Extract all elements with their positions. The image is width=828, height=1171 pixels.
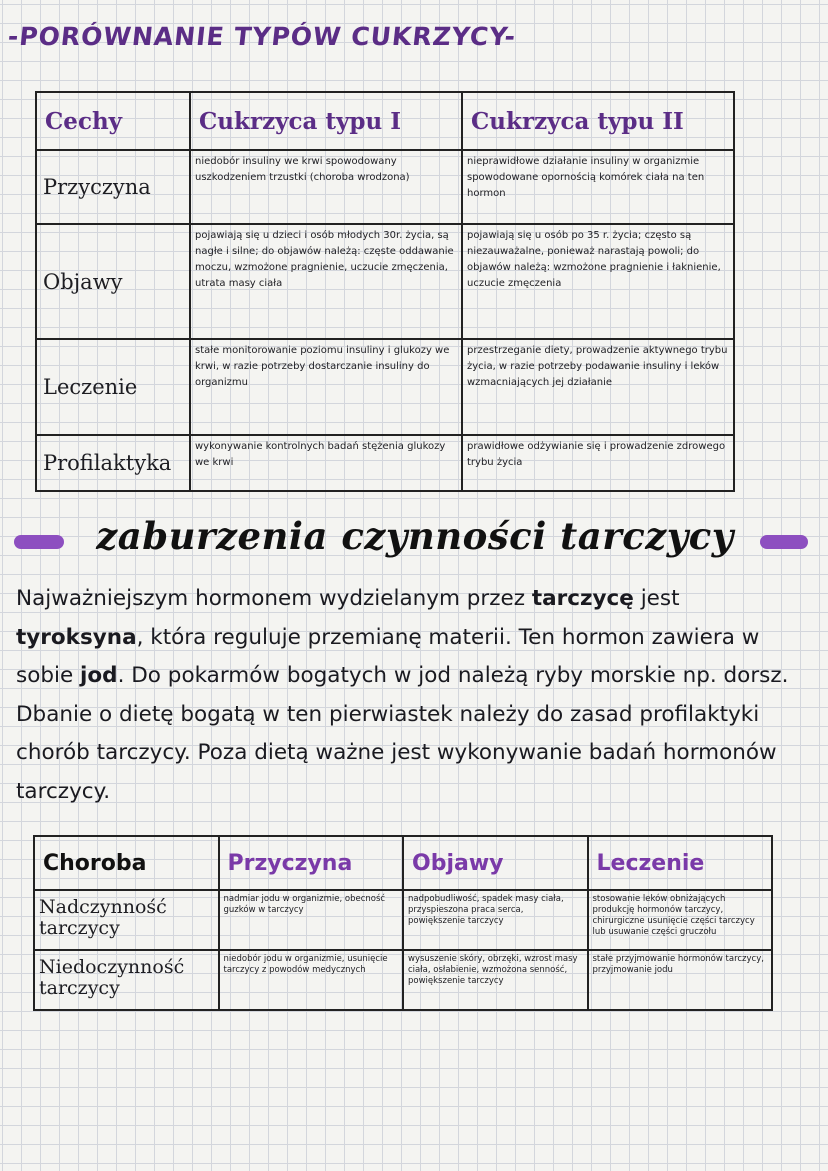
table-row (36, 150, 734, 224)
table-header-row (36, 92, 734, 150)
table-row (34, 890, 772, 950)
table-cell: niedobór insuliny we krwi spowodowany uszkodzeniem trzustki (choroba wrodzona) (190, 150, 462, 224)
row-label: Leczenie (36, 339, 190, 435)
keyword: jod (80, 663, 118, 688)
table-cell: nieprawidłowe działanie insuliny w organizmie spowodowane opornością komórek ciała na ten hormon (462, 150, 734, 224)
highlighter-bar (14, 535, 64, 549)
diabetes-comparison-table (35, 91, 735, 492)
column-header: Cukrzyca typu II (462, 92, 734, 150)
section-heading (0, 510, 828, 570)
row-label: Nadczynność tarczycy (34, 890, 219, 950)
table-cell: stałe przyjmowanie hormonów tarczycy, przyjmowanie jodu (588, 950, 773, 1010)
thyroid-paragraph (16, 580, 806, 811)
table-row (36, 224, 734, 339)
table-cell: stałe monitorowanie poziomu insuliny i glukozy we krwi, w razie potrzeby dostarczanie insuliny do organizmu (190, 339, 462, 435)
paragraph-text: , która reguluje przemianę materii. Ten hormon zawiera w sobie (16, 624, 760, 688)
section-title: zaburzenia czynności tarczycy (96, 514, 734, 558)
table-row (34, 950, 772, 1010)
row-label: Objawy (36, 224, 190, 339)
thyroid-disease-table (33, 835, 773, 1011)
table-cell: przestrzeganie diety, prowadzenie aktywnego trybu życia, w razie potrzeby podawanie insuliny i leków wzmacniających jej działanie (462, 339, 734, 435)
paragraph-text: jest (633, 586, 680, 611)
row-label: Niedoczynność tarczycy (34, 950, 219, 1010)
column-header: Przyczyna (219, 836, 404, 890)
table-cell: nadpobudliwość, spadek masy ciała, przyspieszona praca serca, powiększenie tarczycy (403, 890, 588, 950)
table-cell: niedobór jodu w organizmie, usunięcie tarczycy z powodów medycznych (219, 950, 404, 1010)
paragraph-text: Najważniejszym hormonem wydzielanym przez (16, 586, 532, 611)
column-header: Cukrzyca typu I (190, 92, 462, 150)
table-cell: wysuszenie skóry, obrzęki, wzrost masy ciała, osłabienie, wzmożona senność, powiększenie tarczycy (403, 950, 588, 1010)
column-header: Objawy (403, 836, 588, 890)
column-header: Leczenie (588, 836, 773, 890)
column-header: Choroba (34, 836, 219, 890)
table-cell: stosowanie leków obniżających produkcję hormonów tarczycy, chirurgiczne usunięcie części tarczycy lub usuwanie części gruczołu (588, 890, 773, 950)
table-cell: pojawiają się u dzieci i osób młodych 30r. życia, są nagłe i silne; do objawów należą: częste oddawanie moczu, wzmożone pragnienie, uczucie zmęczenia, utrata masy ciała (190, 224, 462, 339)
page-title: -PORÓWNANIE TYPÓW CUKRZYCY- (6, 22, 518, 51)
table-cell: prawidłowe odżywianie się i prowadzenie zdrowego trybu życia (462, 435, 734, 491)
table-cell: wykonywanie kontrolnych badań stężenia glukozy we krwi (190, 435, 462, 491)
keyword: tarczycę (531, 586, 634, 611)
table-row (36, 339, 734, 435)
column-header: Cechy (36, 92, 190, 150)
row-label: Przyczyna (36, 150, 190, 224)
table-row (36, 435, 734, 491)
paragraph-text: . Do pokarmów bogatych w jod należą ryby morskie np. dorsz. Dbanie o dietę bogatą w ten pierwiastek należy do zasad profilaktyki chorób tarczycy. Poza dietą ważne jest wykonywanie badań hormonów tarczycy. (16, 663, 789, 804)
table-cell: pojawiają się u osób po 35 r. życia; często są niezauważalne, ponieważ narastają powoli; do objawów należą: wzmożone pragnienie i łaknienie, uczucie zmęczenia (462, 224, 734, 339)
table-cell: nadmiar jodu w organizmie, obecność guzków w tarczycy (219, 890, 404, 950)
table-header-row (34, 836, 772, 890)
row-label: Profilaktyka (36, 435, 190, 491)
highlighter-bar (760, 535, 808, 549)
keyword: tyroksyna (16, 624, 137, 650)
